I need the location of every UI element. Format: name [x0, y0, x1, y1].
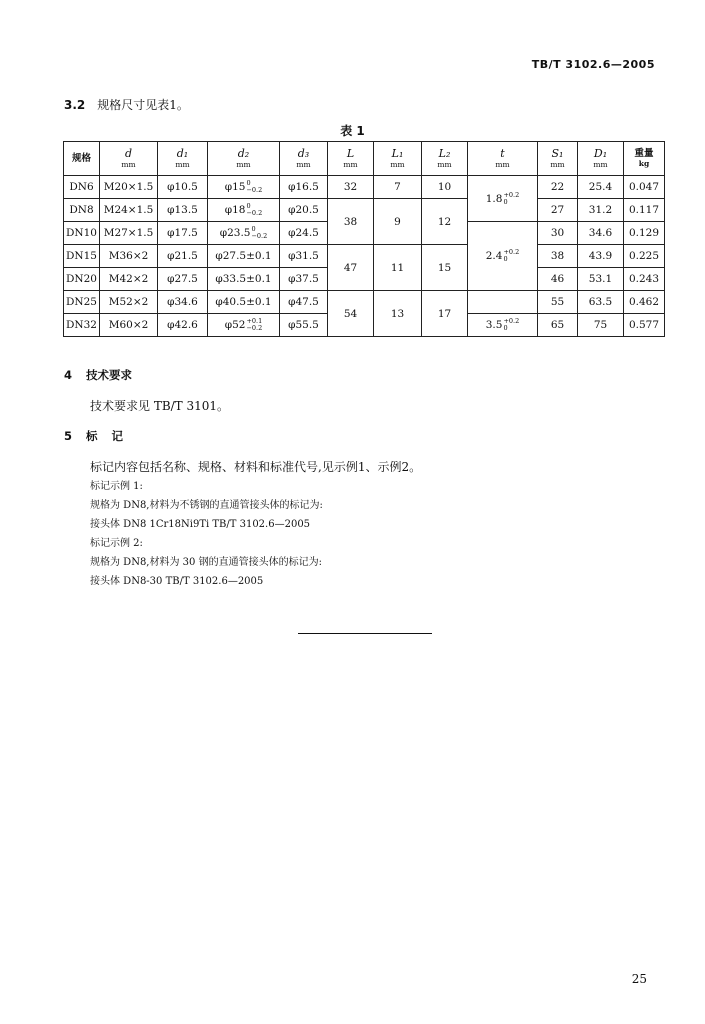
table-row	[64, 291, 665, 314]
cell-d: M20×1.5	[100, 176, 158, 199]
cell-d1: φ10.5	[158, 176, 208, 199]
cell-d3: φ24.5	[280, 222, 328, 245]
example-line: 标记示例 1:	[90, 481, 143, 492]
cell-L1: 7	[374, 176, 422, 199]
cell-d2: φ52+0.1 −0.2	[208, 314, 280, 337]
col-header: D₁ mm	[578, 142, 624, 176]
example-line: 规格为 DN8,材料为不锈钢的直通管接头体的标记为:	[90, 500, 323, 511]
col-header: d₃ mm	[280, 142, 328, 176]
cell-weight: 0.129	[624, 222, 665, 245]
example-line: 接头体 DN8 1Cr18Ni9Ti TB/T 3102.6—2005	[90, 519, 311, 530]
cell-d2: φ27.5±0.1	[208, 245, 280, 268]
cell-spec: DN25	[64, 291, 100, 314]
cell-L: 32	[328, 176, 374, 199]
cell-L2: 10	[422, 176, 468, 199]
cell-D1: 31.2	[578, 199, 624, 222]
cell-weight: 0.117	[624, 199, 665, 222]
cell-D1: 75	[578, 314, 624, 337]
cell-t: 2.4+0.2 0	[468, 222, 538, 291]
cell-S1: 30	[538, 222, 578, 245]
cell-weight: 0.462	[624, 291, 665, 314]
cell-d1: φ13.5	[158, 199, 208, 222]
cell-spec: DN15	[64, 245, 100, 268]
cell-L2: 15	[422, 245, 468, 291]
cell-d1: φ34.6	[158, 291, 208, 314]
spec-table	[63, 141, 665, 337]
cell-d3: φ55.5	[280, 314, 328, 337]
cell-S1: 22	[538, 176, 578, 199]
col-header: t mm	[468, 142, 538, 176]
cell-weight: 0.225	[624, 245, 665, 268]
cell-spec: DN6	[64, 176, 100, 199]
cell-d1: φ21.5	[158, 245, 208, 268]
cell-spec: DN10	[64, 222, 100, 245]
cell-d1: φ17.5	[158, 222, 208, 245]
table-header-row	[64, 142, 665, 176]
example-line: 标记示例 2:	[90, 538, 143, 549]
page-number: 25	[631, 972, 647, 986]
section-number: 3.2	[64, 98, 86, 112]
cell-d3: φ16.5	[280, 176, 328, 199]
cell-d2: φ150 −0.2	[208, 176, 280, 199]
table-row	[64, 245, 665, 268]
cell-t: 3.5+0.2 0	[468, 314, 538, 337]
section-text: 规格尺寸见表1。	[97, 98, 189, 112]
cell-D1: 63.5	[578, 291, 624, 314]
table-row	[64, 176, 665, 199]
cell-d3: φ31.5	[280, 245, 328, 268]
cell-d: M52×2	[100, 291, 158, 314]
cell-L2: 17	[422, 291, 468, 337]
table-caption: 表 1	[340, 124, 365, 138]
col-header: 重量 kg	[624, 142, 665, 176]
cell-d: M42×2	[100, 268, 158, 291]
cell-S1: 55	[538, 291, 578, 314]
col-header: 规格	[64, 142, 100, 176]
cell-spec: DN20	[64, 268, 100, 291]
cell-d1: φ42.6	[158, 314, 208, 337]
col-header: d₁ mm	[158, 142, 208, 176]
cell-d3: φ47.5	[280, 291, 328, 314]
cell-L: 54	[328, 291, 374, 337]
cell-d: M60×2	[100, 314, 158, 337]
cell-spec: DN32	[64, 314, 100, 337]
cell-spec: DN8	[64, 199, 100, 222]
cell-d2: φ33.5±0.1	[208, 268, 280, 291]
cell-weight: 0.577	[624, 314, 665, 337]
cell-d3: φ37.5	[280, 268, 328, 291]
col-header: L mm	[328, 142, 374, 176]
cell-D1: 34.6	[578, 222, 624, 245]
cell-L: 47	[328, 245, 374, 291]
section-title: 标记	[86, 429, 138, 443]
col-header: d₂ mm	[208, 142, 280, 176]
cell-weight: 0.243	[624, 268, 665, 291]
end-rule	[298, 633, 432, 634]
cell-L1: 11	[374, 245, 422, 291]
cell-d: M27×1.5	[100, 222, 158, 245]
cell-S1: 27	[538, 199, 578, 222]
cell-d3: φ20.5	[280, 199, 328, 222]
cell-d2: φ180 −0.2	[208, 199, 280, 222]
example-line: 接头体 DN8-30 TB/T 3102.6—2005	[90, 576, 264, 587]
cell-D1: 43.9	[578, 245, 624, 268]
cell-L1: 9	[374, 199, 422, 245]
cell-S1: 65	[538, 314, 578, 337]
section-4-heading	[64, 367, 132, 383]
cell-d: M24×1.5	[100, 199, 158, 222]
section-5-heading	[64, 428, 137, 444]
section-number: 4	[64, 368, 73, 382]
col-header: d mm	[100, 142, 158, 176]
example-line: 规格为 DN8,材料为 30 钢的直通管接头体的标记为:	[90, 557, 322, 568]
cell-d: M36×2	[100, 245, 158, 268]
cell-L1: 13	[374, 291, 422, 337]
cell-d1: φ27.5	[158, 268, 208, 291]
cell-L2: 12	[422, 199, 468, 245]
cell-t: 1.8+0.2 0	[468, 176, 538, 222]
col-header: L₁ mm	[374, 142, 422, 176]
section-number: 5	[64, 429, 73, 443]
cell-d2: φ40.5±0.1	[208, 291, 280, 314]
table-row	[64, 199, 665, 222]
standard-code-header: TB/T 3102.6—2005	[531, 58, 655, 71]
cell-d2: φ23.50 −0.2	[208, 222, 280, 245]
col-header: L₂ mm	[422, 142, 468, 176]
cell-weight: 0.047	[624, 176, 665, 199]
cell-D1: 25.4	[578, 176, 624, 199]
section-3-2	[64, 96, 189, 113]
cell-t-empty	[468, 291, 538, 314]
cell-S1: 38	[538, 245, 578, 268]
cell-D1: 53.1	[578, 268, 624, 291]
cell-L: 38	[328, 199, 374, 245]
section-5-text: 标记内容包括名称、规格、材料和标准代号,见示例1、示例2。	[90, 460, 422, 474]
section-title: 技术要求	[86, 368, 133, 382]
col-header: S₁ mm	[538, 142, 578, 176]
section-4-text: 技术要求见 TB/T 3101。	[90, 399, 230, 413]
cell-S1: 46	[538, 268, 578, 291]
